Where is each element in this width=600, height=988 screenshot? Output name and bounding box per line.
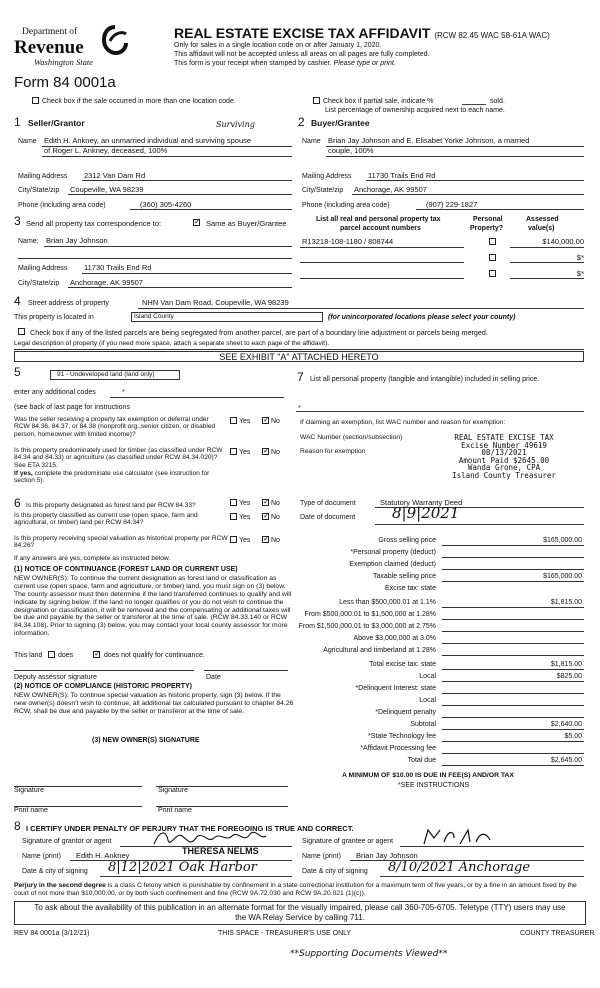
buyer-mailing[interactable]: 11730 Trails End Rd xyxy=(368,171,436,180)
parcel-row1-personal-checkbox[interactable] xyxy=(489,238,496,245)
s6-q3-yes-label: Yes xyxy=(239,537,251,544)
taxable-label: Taxable selling price xyxy=(372,573,436,580)
total-due-label: Total due xyxy=(407,757,436,764)
deputy-date-label: Date xyxy=(206,674,221,681)
parcel-col2-a: Personal xyxy=(473,216,503,223)
s5-q2-no-checkbox[interactable] xyxy=(262,448,269,455)
additional-codes-label: enter any additional codes xyxy=(14,389,96,396)
buyer-phone[interactable]: (907) 229-1827 xyxy=(426,200,478,209)
s5-q2-yes-checkbox[interactable] xyxy=(230,448,237,455)
grantee-name-label: Name (print) xyxy=(302,853,341,860)
section-7-text: List all personal property (tangible and intangible) included in selling price. xyxy=(310,376,540,383)
section-5-num: 5 xyxy=(14,365,21,379)
s5-q1-yes-checkbox[interactable] xyxy=(230,417,237,424)
street-address[interactable]: NHN Van Dam Road, Coupeville, WA 98239 xyxy=(142,298,289,307)
perjury-notice xyxy=(14,882,586,898)
s6-q3-no-checkbox[interactable] xyxy=(262,536,269,543)
partial-sale-percent-field[interactable] xyxy=(462,98,486,105)
use-code-select[interactable] xyxy=(50,370,180,380)
seller-city[interactable]: Coupeville, WA 98239 xyxy=(70,185,144,194)
unincorporated-note: (for unincorporated locations please select your county) xyxy=(328,314,516,321)
notice1-title: (1) NOTICE OF CONTINUANCE (FOREST LAND OR CURRENT USE) xyxy=(14,566,238,573)
s5-q1-yes-label: Yes xyxy=(239,418,251,425)
exemption-claimed-label: Exemption claimed (deduct) xyxy=(349,561,436,568)
s5-q2-no-label: No xyxy=(271,449,280,456)
buyer-city[interactable]: Anchorage, AK 99507 xyxy=(354,185,427,194)
tax-calc xyxy=(296,536,584,796)
county-treasurer-label: COUNTY TREASURER xyxy=(520,930,595,937)
parcel-col1-a: List all real and personal property tax xyxy=(316,216,441,223)
perjury-bold: Perjury in the second degree xyxy=(14,882,106,889)
tech-fee-label: *State Technology fee xyxy=(368,733,436,740)
section-6-num: 6 xyxy=(14,496,21,510)
partial-sale-list-label: List percentage of ownership acquired next to each name. xyxy=(325,107,505,114)
alt-format-text: To ask about the availability of this publication in an alternate format for the visually impaired, please call 360-705-6705. Teletype (TTY) users may use the WA Relay Service by calling 711. xyxy=(34,903,566,923)
s6-q2-no-checkbox[interactable] xyxy=(262,513,269,520)
tier2-label: From $500,000.01 to $1,500,000 at 1.28% xyxy=(304,611,436,618)
doc-date-label: Date of document xyxy=(300,514,356,521)
grantee-date[interactable]: 8/10/2021 Anchorage xyxy=(388,860,531,875)
parcel-col3-b: value(s) xyxy=(528,225,555,232)
s6-q1: Is this property designated as forest land per RCW 84.33? xyxy=(26,502,196,509)
partial-sale-sold: sold. xyxy=(490,98,505,105)
seller-city-label: City/State/zip xyxy=(18,187,60,194)
section-3-num: 3 xyxy=(14,214,21,228)
parcel-col2-b: Property? xyxy=(470,225,504,232)
minimum-due-note: A MINIMUM OF $10.00 IS DUE IN FEE(S) AND/OR TAX xyxy=(342,772,514,779)
personal-label: *Personal property (deduct) xyxy=(350,549,436,556)
s6-q2: Is this property classified as current use (open space, farm and agricultural, or timber) land per RCW 84.34? xyxy=(14,512,198,527)
new-owner-print-1: Print name xyxy=(14,807,48,814)
seller-name-label: Name xyxy=(18,138,37,145)
grantor-date-label: Date & city of signing xyxy=(22,868,88,875)
buyer-name-label: Name xyxy=(302,138,321,145)
see-back-label: (see back of last page for instructions xyxy=(14,404,130,411)
land-label: This land xyxy=(14,652,43,659)
county-select[interactable] xyxy=(131,312,323,322)
subtitle-3 xyxy=(174,60,396,67)
parcel-row2-personal-checkbox[interactable] xyxy=(489,254,496,261)
revenue-swoosh-icon xyxy=(102,25,128,55)
corr-city-label: City/State/zip xyxy=(18,280,60,287)
s5-q2-ifyes: If yes, xyxy=(14,470,33,477)
subtitle-2: This affidavit will not be accepted unless all areas on all pages are fully completed. xyxy=(174,51,430,58)
s5-q1: Was the seller receiving a property tax exemption or deferral under RCW 84.36, 84.37, or 84.38 (nonprofit org.,senior citizen, or disabled person, homeowner with limited income)? xyxy=(14,416,216,438)
rev-number: REV 84 0001a (3/12/21) xyxy=(14,930,90,937)
seller-mailing[interactable]: 2312 Van Dam Rd xyxy=(84,171,146,180)
tier4-label: Above $3,000,000 at 3.0% xyxy=(353,635,436,642)
s6-q1-no-checkbox[interactable] xyxy=(262,499,269,506)
buyer-name-line1[interactable]: Brian Jay Johnson and E. Elisabet Yorke Johnson, a married xyxy=(328,136,530,145)
land-does-not-label: does not qualify for continuance. xyxy=(104,652,205,659)
form-number: Form 84 0001a xyxy=(14,74,116,91)
s5-q2: Is this property predominately used for timber (as classified under RCW 84.34 and 84.33) or agriculture (as classified under RCW 84.34.020)? See ETA 3215. xyxy=(14,447,223,469)
affidavit-fee-label: *Affidavit Processing fee xyxy=(360,745,436,752)
tier1-value[interactable]: $1,815.00 xyxy=(550,599,582,606)
land-does-checkbox[interactable] xyxy=(48,651,55,658)
county-select-value: Island County xyxy=(134,313,174,320)
s6-q3-no-label: No xyxy=(271,537,280,544)
treasurer-use-only: THIS SPACE - TREASURER'S USE ONLY xyxy=(218,930,352,937)
grantor-sig-label: Signature of grantor or agent xyxy=(22,838,112,845)
additional-codes-asterisk: * xyxy=(122,389,125,396)
grantor-name[interactable]: Edith H. Ankney xyxy=(76,851,130,860)
subtotal-label: Subtotal xyxy=(410,721,436,728)
s5-q1-no-label: No xyxy=(271,418,280,425)
section-7-num: 7 xyxy=(297,370,304,384)
s5-q2-note xyxy=(14,470,224,485)
s6-q1-yes-label: Yes xyxy=(239,500,251,507)
corr-mailing-label: Mailing Address xyxy=(18,265,68,272)
supporting-docs-stamp: **Supporting Documents Viewed** xyxy=(290,949,448,959)
corr-mailing[interactable]: 11730 Trails End Rd xyxy=(84,263,152,272)
seller-handwritten-insert: Surviving xyxy=(216,120,255,129)
s5-q2-yes-label: Yes xyxy=(239,449,251,456)
reason-label: Reason for exemption xyxy=(300,448,366,455)
gross-label: Gross selling price xyxy=(378,537,436,544)
grantor-date[interactable]: 8|12|2021 Oak Harbor xyxy=(108,860,257,875)
seller-phone[interactable]: (360) 305-4260 xyxy=(140,200,192,209)
s6-q2-no-label: No xyxy=(271,514,280,521)
land-does-not-checkbox[interactable] xyxy=(93,651,100,658)
section-1-heading: Seller/Grantor xyxy=(28,118,85,128)
new-owner-signature-2: Signature xyxy=(158,787,188,794)
see-instructions-note: *SEE INSTRUCTIONS xyxy=(398,782,470,789)
delinq-local-label: Local xyxy=(419,697,436,704)
section-8-num: 8 xyxy=(14,819,21,833)
tier5-label: Agricultural and timberland at 1.28% xyxy=(323,647,436,654)
segregated-checkbox[interactable] xyxy=(18,328,25,335)
local-value[interactable]: $825.00 xyxy=(556,673,582,680)
street-label: Street address of property xyxy=(28,300,109,307)
notice2-title: (2) NOTICE OF COMPLIANCE (HISTORIC PROPERTY) xyxy=(14,683,192,690)
s6-q3: Is this property receiving special valuation as historical property per RCW 84.26? xyxy=(14,535,228,550)
parcel-row2-value[interactable]: $* xyxy=(576,253,584,262)
multi-location-checkbox[interactable] xyxy=(32,97,39,104)
s6-q1-no-label: No xyxy=(271,500,280,507)
s5-q1-no-checkbox[interactable] xyxy=(262,417,269,424)
use-code-value: 91 - Undeveloped land (land only) xyxy=(57,371,155,378)
section-4-num: 4 xyxy=(14,294,21,308)
total-due-value[interactable]: $2,645.00 xyxy=(550,757,582,764)
legal-label: Legal description of property (if you need more space, attach a separate sheet to each page of the affidavit). xyxy=(14,340,330,347)
total-state-label: Total excise tax: state xyxy=(369,661,436,668)
tech-fee-value[interactable]: $5.00 xyxy=(564,733,582,740)
parcel-col3-a: Assessed xyxy=(526,216,559,223)
s5-q2-ifyes-text: complete the predominate use calculator (see instruction for section 5). xyxy=(14,470,210,485)
tier1-label: Less than $500,000.01 at 1.1% xyxy=(339,599,436,606)
doc-date[interactable]: 8|9|2021 xyxy=(392,504,460,522)
section-3-heading: Send all property tax correspondence to: xyxy=(26,219,162,228)
dept-line3: Washington State xyxy=(34,57,93,67)
stamp-line2: Excise Number 49619 xyxy=(461,440,547,450)
seller-name-line2[interactable]: of Roger L. Ankney, deceased, 100% xyxy=(44,146,168,155)
new-owner-signature-1: Signature xyxy=(14,787,44,794)
stamp-line6: Island County Treasurer xyxy=(452,470,556,480)
same-as-buyer-checkbox[interactable] xyxy=(193,219,200,226)
gross-value[interactable]: $165,000.00 xyxy=(543,537,582,544)
seller-phone-label: Phone (including area code) xyxy=(18,202,106,209)
buyer-phone-label: Phone (including area code) xyxy=(302,202,390,209)
personal-property-asterisk: * xyxy=(298,405,301,412)
section-1-num: 1 xyxy=(14,115,21,129)
deputy-signature-label: Deputy assessor signature xyxy=(14,674,97,681)
located-in-label: This property is located in xyxy=(14,314,94,321)
grantor-name-label: Name (print) xyxy=(22,853,61,860)
grantee-sig-label: Signature of grantee or agent xyxy=(302,838,394,845)
form-title-ref: (RCW 82.45 WAC 58-61A WAC) xyxy=(434,31,550,40)
partial-sale-checkbox[interactable] xyxy=(313,97,320,104)
section-2-heading: Buyer/Grantee xyxy=(311,118,370,128)
delinq-penalty-label: *Delinquent penalty xyxy=(375,709,436,716)
multi-location-label: Check box if the sale occurred in more than one location code. xyxy=(42,98,236,105)
taxable-value[interactable]: $165,000.00 xyxy=(543,573,582,580)
stamp-line3: 08/13/2021 xyxy=(481,448,527,457)
notice1-body: NEW OWNER(S): To continue the current designation as forest land or classification as current use (open space, farm and agriculture, or timber) land, you must sign on (3) below. The county assessor must then determine if the land transferred continues to qualify and will indicate by signing below. If the land no longer qualifies or you do not wish to continue the designation or classification, it will be removed and the compensating or additional taxes will be due and payable by the seller or transferor at the time of sale. (RCW 84.33.140 or RCW 84.34.108). Prior to signing (3) below, you may contact your local county assessor for more information. xyxy=(14,575,292,638)
same-as-buyer-label: Same as Buyer/Grantee xyxy=(206,219,287,228)
new-owner-print-2: Print name xyxy=(158,807,192,814)
perjury-text: is a class C felony which is punishable by confinement in a state correctional institution for a maximum term of five years, or by a fine in an amount fixed by the court of not more than $10,000.00, or by both such confinement and fine (RCW 9A.72.030 and RCW 9A.20.021 (1)(c)). xyxy=(14,882,577,898)
if-yes-instruction: If any answers are yes, complete as instructed below. xyxy=(14,555,171,562)
subtotal-value[interactable]: $2,640.00 xyxy=(550,721,582,728)
parcel-row3-personal-checkbox[interactable] xyxy=(489,270,496,277)
seller-name-line1[interactable]: Edith H. Ankney, an unmarried individual and surviving spouse xyxy=(44,136,252,145)
subtitle-3-italic: Please type or print. xyxy=(333,60,396,67)
s6-q3-yes-checkbox[interactable] xyxy=(230,536,237,543)
subtitle-1: Only for sales in a single location code on or after January 1, 2020. xyxy=(174,42,382,49)
corr-name[interactable]: Brian Jay Johnson xyxy=(46,236,108,245)
grantee-name[interactable]: Brian Jay Johnson xyxy=(356,851,418,860)
parcel-row1-number[interactable]: R13218-108-1180 / 808744 xyxy=(302,237,394,246)
corr-city[interactable]: Anchorage, AK 99507 xyxy=(70,278,143,287)
buyer-name-line2[interactable]: couple, 100% xyxy=(328,146,374,155)
stamp-line1: REAL ESTATE EXCISE TAX xyxy=(454,433,554,442)
stamp-line5: Wanda Grone, CPA xyxy=(467,463,541,472)
doc-type[interactable]: Statutory Warranty Deed xyxy=(380,498,463,507)
tier3-label: From $1,500,000.01 to $3,000,000 at 2.75% xyxy=(298,623,436,630)
s6-q2-yes-checkbox[interactable] xyxy=(230,513,237,520)
agent-name: THERESA NELMS xyxy=(182,846,259,856)
segregated-label: Check box if any of the listed parcels are being segregated from another parcel, are part of a boundary line adjustment or parcels being merged. xyxy=(30,328,488,337)
s6-q1-yes-checkbox[interactable] xyxy=(230,499,237,506)
doc-type-label: Type of document xyxy=(300,500,356,507)
notice2-body: NEW OWNER(S): To continue special valuation as historic property, sign (3) below. If the new owner(s) doesn't wish to continue, all additional tax calculated pursuant to chapter 84.26 RCW, shall be due and payable by the seller or transferor at the time of sale. xyxy=(14,692,294,715)
parcel-row1-value[interactable]: $140,000.00 xyxy=(542,237,584,246)
stamp-line4: Amount Paid $2645.00 xyxy=(458,455,550,465)
certify-text: I CERTIFY UNDER PENALTY OF PERJURY THAT THE FOREGOING IS TRUE AND CORRECT. xyxy=(26,824,354,833)
section-2-num: 2 xyxy=(298,115,305,129)
total-state-value[interactable]: $1,815.00 xyxy=(550,661,582,668)
notice3-title: (3) NEW OWNER(S) SIGNATURE xyxy=(92,737,200,744)
legal-description-text: SEE EXHIBIT "A" ATTACHED HERETO xyxy=(219,352,379,362)
revenue-logo xyxy=(14,22,132,74)
dept-line2: Revenue xyxy=(14,37,84,58)
parcel-row3-value[interactable]: $* xyxy=(576,269,584,278)
buyer-city-label: City/State/zip xyxy=(302,187,344,194)
partial-sale-label: Check box if partial sale, indicate % xyxy=(323,98,434,105)
delinq-state-label: *Delinquent Interest: state xyxy=(355,685,436,692)
grantee-date-label: Date & city of signing xyxy=(302,868,368,875)
alt-format-box xyxy=(14,901,586,925)
dept-line1: Department of xyxy=(22,27,78,37)
seller-mailing-label: Mailing Address xyxy=(18,173,68,180)
excise-label: Excise tax: state xyxy=(385,585,436,592)
form-title-main: REAL ESTATE EXCISE TAX AFFIDAVIT xyxy=(174,25,431,41)
subtitle-3-text: This form is your receipt when stamped by cashier. xyxy=(174,60,332,67)
form-title xyxy=(174,26,550,40)
exemption-label: If claiming an exemption, list WAC number and reason for exemption: xyxy=(300,419,506,426)
buyer-mailing-label: Mailing Address xyxy=(302,173,352,180)
s6-q2-yes-label: Yes xyxy=(239,514,251,521)
legal-description[interactable] xyxy=(14,351,584,362)
treasurer-stamp xyxy=(418,434,590,479)
local-label: Local xyxy=(419,673,436,680)
grantee-signature[interactable] xyxy=(420,826,500,848)
corr-name-label: Name: xyxy=(18,238,39,245)
wac-label: WAC Number (section/subsection) xyxy=(300,434,403,441)
land-does-label: does xyxy=(58,652,74,659)
parcel-col1-b: parcel account numbers xyxy=(340,225,421,232)
